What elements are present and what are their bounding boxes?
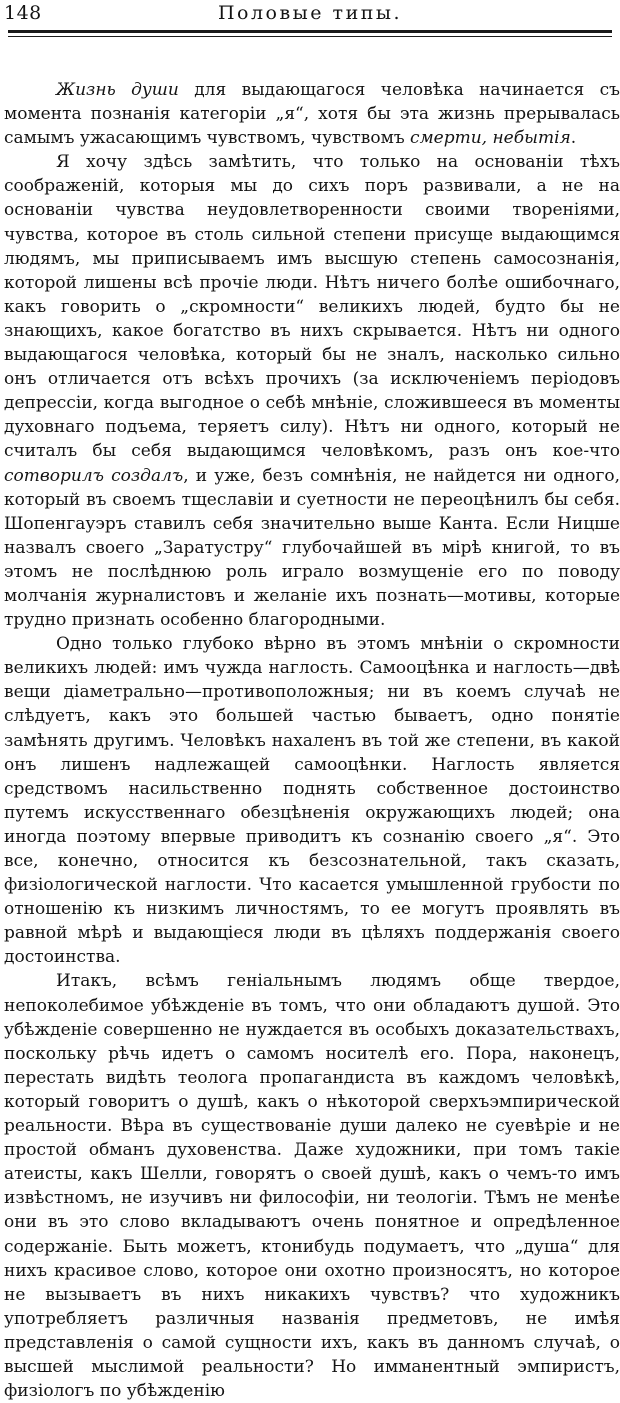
text-run: , и уже, безъ сомнѣнія, не найдется ни одного, который въ своемъ тщеславіи и суетности не переоцѣнилъ бы себя. Шопенгауэръ ставилъ себя значительно выше Канта. Если Ницше назвалъ своего „Заратустру“ глубочайшей въ мірѣ книгой, то въ этомъ не послѣднюю роль играло возмущеніе его по поводу молчанія журналистовъ и желаніе ихъ познать—мотивы, которые трудно признать особенно благородными. [4, 465, 620, 631]
page-number: 148 [4, 2, 42, 24]
text-run: Я хочу здѣсь замѣтить, что только на основаніи тѣхъ соображеній, которыя мы до сихъ поръ развивали, а не на основаніи чувства неудовлетворенности своими твореніями, чувства, которое въ столь сильной степени присуще выдающимся людямъ, мы приписываемъ имъ высшую степень самосознанія, которой лишены всѣ прочіе люди. Нѣтъ ничего болѣе ошибочнаго, какъ говорить о „скромности“ великихъ людей, будто бы не знающихъ, какое богатство въ нихъ скрывается. Нѣтъ ни одного выдающагося человѣка, который бы не зналъ, насколько сильно онъ отличается отъ всѣхъ прочихъ (за исключеніемъ періодовъ депрессіи, когда выгодное о себѣ мнѣніе, сложившееся въ моменты духовнаго подъема, теряетъ силу). Нѣтъ ни одного, который не считалъ бы себя выдающимся человѣкомъ, разъ онъ кое-что [4, 152, 620, 462]
text-run: . [570, 128, 577, 149]
body-text [4, 78, 620, 1403]
page-header [4, 2, 616, 26]
paragraph-4 [4, 969, 620, 1403]
paragraph-2 [4, 150, 620, 632]
header-rule-thin [8, 36, 612, 37]
running-title: Половые типы. [217, 2, 403, 24]
text-run: для выдающагося человѣка начинается съ момента познанія категоріи „я“, хотя бы эта жизнь прерывалась самымъ ужасающимъ чувствомъ, чувствомъ [4, 80, 620, 149]
paragraph-3 [4, 632, 620, 969]
italic-phrase: Жизнь души [56, 80, 179, 100]
italic-phrase: смерти, небытія [410, 128, 571, 149]
paragraph-1 [4, 78, 620, 150]
header-rule-thick [8, 30, 612, 33]
text-run: Итакъ, всѣмъ геніальнымъ людямъ обще твердое, непоколебимое убѣжденіе въ томъ, что они обладаютъ душой. Это убѣжденіе совершенно не нуждается въ особыхъ доказательствахъ, поскольку рѣчь идетъ о самомъ носителѣ его. Пора, наконецъ, перестать видѣть теолога пропагандиста въ каждомъ человѣкѣ, который говоритъ о душѣ, какъ о нѣкоторой сверхъэмпирической реальности. Вѣра въ существованіе души далеко не суевѣріе и не простой обманъ духовенства. Даже художники, при томъ такіе атеисты, какъ Шелли, говорятъ о своей душѣ, какъ о чемъ-то имъ извѣстномъ, не изучивъ ни философіи, ни теологіи. Тѣмъ не менѣе они въ это слово вкладываютъ очень понятное и опредѣленное содержаніе. Быть можетъ, ктонибудь подумаетъ, что „душа“ для нихъ красивое слово, которое они охотно произносятъ, но которое не вызываетъ въ нихъ никакихъ чувствъ? что художникъ употребляетъ различныя названія предметовъ, не имѣя представленія о самой сущности ихъ, какъ въ данномъ случаѣ, о высшей мыслимой реальности? Но имманентный эмпиристъ, физіологъ по убѣжденію [4, 971, 620, 1402]
text-run: Одно только глубоко вѣрно въ этомъ мнѣніи о скромности великихъ людей: имъ чужда наглость. Самооцѣнка и наглость—двѣ вещи діаметрально—противоположныя; ни въ коемъ случаѣ не слѣдуетъ, какъ это большей частью бываетъ, одно понятіе замѣнять другимъ. Человѣкъ нахаленъ въ той же степени, въ какой онъ лишенъ надлежащей самооцѣнки. Наглость является средствомъ насильственно поднять собственное достоинство путемъ искусственнаго обезцѣненія окружающихъ людей; она иногда поэтому впервые приводитъ къ сознанію своего „я“. Это все, конечно, относится къ безсознательной, такъ сказать, физіологической наглости. Что касается умышленной грубости по отношенію къ низкимъ личностямъ, то ее могутъ проявлять въ равной мѣрѣ и выдающіеся люди въ цѣляхъ поддержанія своего достоинства. [4, 634, 620, 968]
italic-phrase: сотворилъ создалъ [4, 465, 184, 486]
